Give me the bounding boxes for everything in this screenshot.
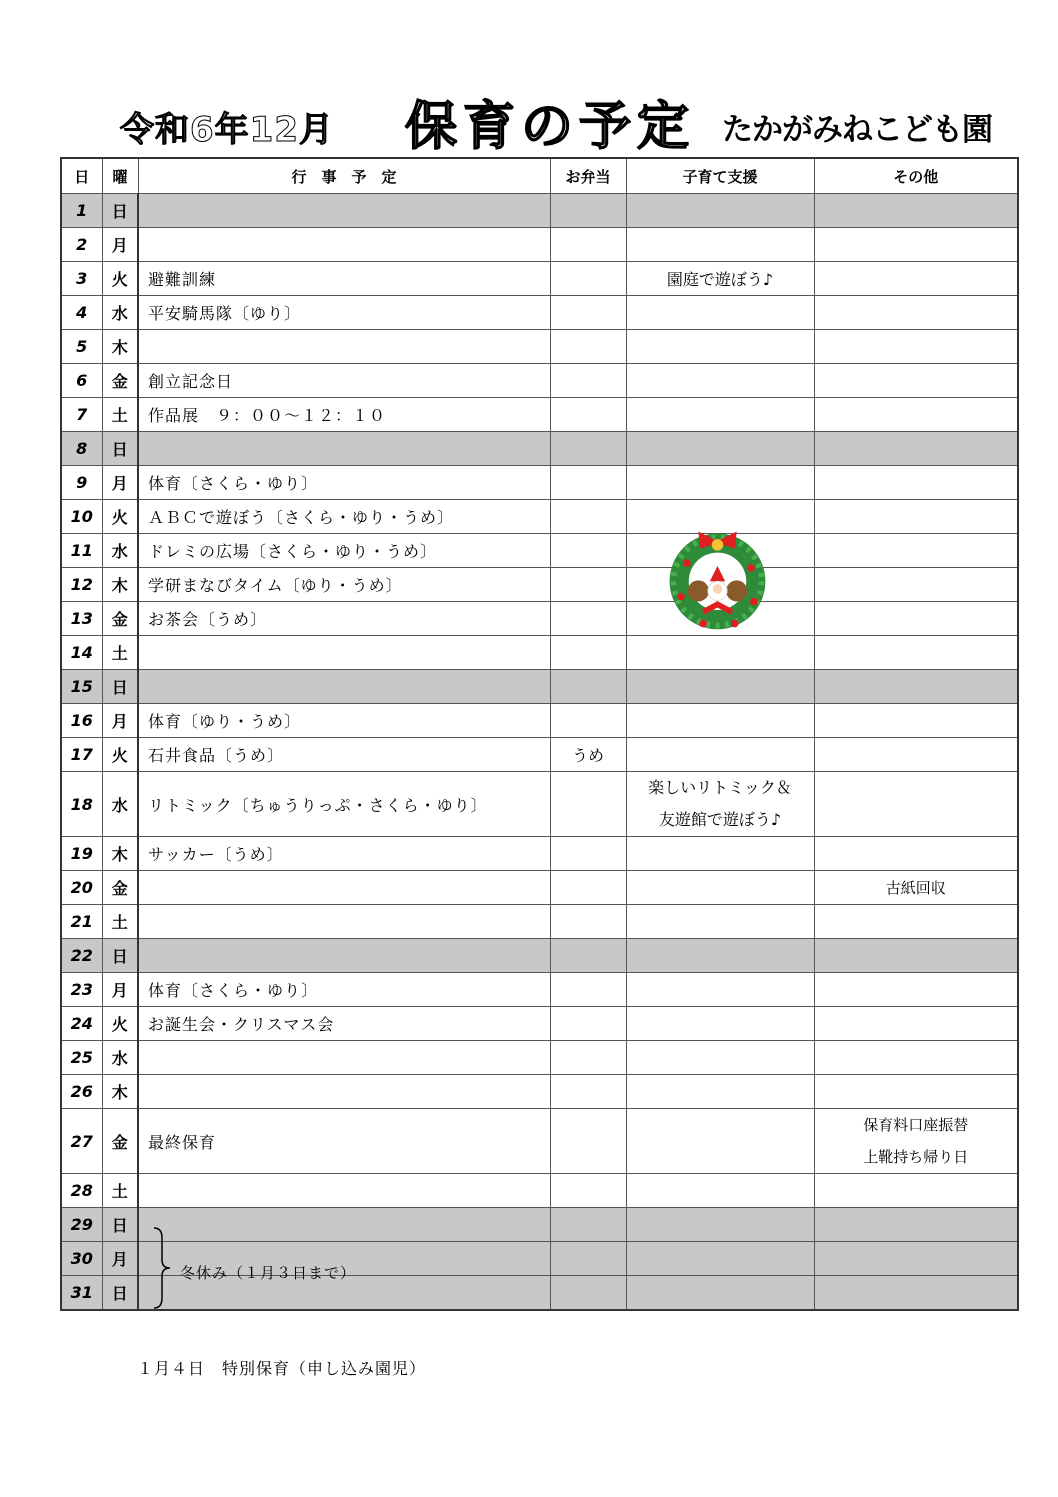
weekday-cell: 水 xyxy=(102,296,138,330)
table-row xyxy=(61,568,1018,602)
event-cell: 体育〔さくら・ゆり〕 xyxy=(138,466,550,500)
table-row xyxy=(61,228,1018,262)
weekday-cell: 月 xyxy=(102,704,138,738)
table-row xyxy=(61,704,1018,738)
weekday-cell: 木 xyxy=(102,837,138,871)
day-cell: 31 xyxy=(61,1276,102,1310)
other-cell xyxy=(814,432,1018,466)
weekday-cell: 木 xyxy=(102,330,138,364)
bento-cell xyxy=(550,194,626,228)
support-cell xyxy=(626,1007,814,1041)
day-cell: 17 xyxy=(61,738,102,772)
bento-cell xyxy=(550,905,626,939)
other-cell xyxy=(814,1075,1018,1109)
weekday-cell: 土 xyxy=(102,905,138,939)
weekday-cell: 日 xyxy=(102,939,138,973)
event-cell: 作品展 ９：００～１２：１０ xyxy=(138,398,550,432)
day-cell: 19 xyxy=(61,837,102,871)
event-cell xyxy=(138,939,550,973)
other-cell xyxy=(814,262,1018,296)
month-label: 令和6年12月 xyxy=(120,110,334,150)
other-cell: 古紙回収 xyxy=(814,871,1018,905)
weekday-cell: 火 xyxy=(102,738,138,772)
other-cell xyxy=(814,939,1018,973)
col-other: その他 xyxy=(814,158,1018,194)
event-cell xyxy=(138,636,550,670)
other-cell xyxy=(814,194,1018,228)
weekday-cell: 土 xyxy=(102,1174,138,1208)
event-cell: ＡＢＣで遊ぼう〔さくら・ゆり・うめ〕 xyxy=(138,500,550,534)
col-day: 日 xyxy=(61,158,102,194)
other-cell xyxy=(814,837,1018,871)
support-cell xyxy=(626,1109,814,1174)
support-cell xyxy=(626,939,814,973)
bento-cell xyxy=(550,1041,626,1075)
other-cell xyxy=(814,466,1018,500)
event-cell xyxy=(138,1208,550,1242)
day-cell: 28 xyxy=(61,1174,102,1208)
bento-cell xyxy=(550,534,626,568)
table-row xyxy=(61,364,1018,398)
event-cell xyxy=(138,1041,550,1075)
event-cell: 石井食品〔うめ〕 xyxy=(138,738,550,772)
support-cell xyxy=(626,905,814,939)
support-cell xyxy=(626,466,814,500)
event-cell xyxy=(138,871,550,905)
bento-cell xyxy=(550,1276,626,1310)
other-cell xyxy=(814,1041,1018,1075)
bento-cell xyxy=(550,837,626,871)
day-cell: 1 xyxy=(61,194,102,228)
bento-cell xyxy=(550,973,626,1007)
bento-cell xyxy=(550,939,626,973)
event-cell xyxy=(138,670,550,704)
other-cell xyxy=(814,1174,1018,1208)
table-row xyxy=(61,432,1018,466)
bento-cell xyxy=(550,228,626,262)
other-line-1: 保育料口座振替 xyxy=(863,1116,969,1134)
bento-cell xyxy=(550,772,626,837)
table-row xyxy=(61,837,1018,871)
other-cell xyxy=(814,228,1018,262)
support-cell: 園庭で遊ぼう♪ xyxy=(626,262,814,296)
bento-cell xyxy=(550,500,626,534)
support-cell xyxy=(626,973,814,1007)
support-cell xyxy=(626,772,814,837)
weekday-cell: 火 xyxy=(102,262,138,296)
other-cell xyxy=(814,704,1018,738)
weekday-cell: 日 xyxy=(102,1276,138,1310)
bento-cell xyxy=(550,1109,626,1174)
other-cell xyxy=(814,973,1018,1007)
support-cell xyxy=(626,704,814,738)
support-cell xyxy=(626,194,814,228)
day-cell: 15 xyxy=(61,670,102,704)
page-header xyxy=(0,90,1058,157)
table-row xyxy=(61,602,1018,636)
other-line-2: 上靴持ち帰り日 xyxy=(863,1148,969,1166)
weekday-cell: 日 xyxy=(102,1208,138,1242)
col-events: 行 事 予 定 xyxy=(138,158,550,194)
bento-cell xyxy=(550,398,626,432)
day-cell: 30 xyxy=(61,1242,102,1276)
event-cell xyxy=(138,432,550,466)
support-cell xyxy=(626,398,814,432)
other-cell xyxy=(814,1276,1018,1310)
weekday-cell: 木 xyxy=(102,1075,138,1109)
table-row xyxy=(61,1075,1018,1109)
weekday-cell: 金 xyxy=(102,871,138,905)
col-weekday: 曜 xyxy=(102,158,138,194)
day-cell: 4 xyxy=(61,296,102,330)
day-cell: 9 xyxy=(61,466,102,500)
col-bento: お弁当 xyxy=(550,158,626,194)
school-name: たかがみねこども園 xyxy=(722,112,992,148)
weekday-cell: 水 xyxy=(102,772,138,837)
support-line-1: 楽しいリトミック＆ xyxy=(648,778,792,797)
winter-break-note: 冬休み（１月３日まで） xyxy=(180,1264,357,1282)
day-cell: 29 xyxy=(61,1208,102,1242)
table-row xyxy=(61,466,1018,500)
event-cell: 体育〔ゆり・うめ〕 xyxy=(138,704,550,738)
bento-cell xyxy=(550,262,626,296)
bento-cell xyxy=(550,1007,626,1041)
page-title: 保育の予定 xyxy=(405,97,696,157)
other-cell xyxy=(814,398,1018,432)
support-cell xyxy=(626,670,814,704)
other-cell xyxy=(814,1007,1018,1041)
weekday-cell: 月 xyxy=(102,466,138,500)
bento-cell xyxy=(550,871,626,905)
bento-cell xyxy=(550,432,626,466)
bento-cell xyxy=(550,602,626,636)
weekday-cell: 日 xyxy=(102,194,138,228)
support-cell xyxy=(626,1242,814,1276)
event-cell: ドレミの広場〔さくら・ゆり・うめ〕 xyxy=(138,534,550,568)
support-cell xyxy=(626,636,814,670)
bento-cell xyxy=(550,636,626,670)
other-cell xyxy=(814,772,1018,837)
weekday-cell: 金 xyxy=(102,364,138,398)
table-row xyxy=(61,973,1018,1007)
support-cell xyxy=(626,296,814,330)
support-line-2: 友遊館で遊ぼう♪ xyxy=(658,810,782,829)
weekday-cell: 木 xyxy=(102,568,138,602)
bento-cell xyxy=(550,1075,626,1109)
schedule-table xyxy=(60,157,1019,1311)
other-cell xyxy=(814,534,1018,568)
header-row xyxy=(61,158,1018,194)
bento-cell xyxy=(550,296,626,330)
weekday-cell: 火 xyxy=(102,500,138,534)
support-cell xyxy=(626,837,814,871)
weekday-cell: 月 xyxy=(102,228,138,262)
bento-cell: うめ xyxy=(550,738,626,772)
bento-cell xyxy=(550,704,626,738)
weekday-cell: 水 xyxy=(102,1041,138,1075)
support-cell xyxy=(626,1174,814,1208)
weekday-cell: 火 xyxy=(102,1007,138,1041)
christmas-wreath-icon xyxy=(660,520,775,635)
other-cell xyxy=(814,1208,1018,1242)
event-cell: お茶会〔うめ〕 xyxy=(138,602,550,636)
support-cell xyxy=(626,330,814,364)
support-cell xyxy=(626,871,814,905)
day-cell: 18 xyxy=(61,772,102,837)
bento-cell xyxy=(550,568,626,602)
table-row xyxy=(61,398,1018,432)
event-cell: お誕生会・クリスマス会 xyxy=(138,1007,550,1041)
event-cell xyxy=(138,905,550,939)
other-cell xyxy=(814,602,1018,636)
table-row xyxy=(61,1041,1018,1075)
day-cell: 26 xyxy=(61,1075,102,1109)
table-row xyxy=(61,194,1018,228)
event-cell: サッカー〔うめ〕 xyxy=(138,837,550,871)
day-cell: 11 xyxy=(61,534,102,568)
other-cell xyxy=(814,738,1018,772)
day-cell: 13 xyxy=(61,602,102,636)
day-cell: 5 xyxy=(61,330,102,364)
support-cell xyxy=(626,1208,814,1242)
table-row xyxy=(61,1109,1018,1174)
footer-note: １月４日 特別保育（申し込み園児） xyxy=(137,1359,427,1378)
table-row xyxy=(61,330,1018,364)
weekday-cell: 月 xyxy=(102,973,138,1007)
bento-cell xyxy=(550,330,626,364)
table-row xyxy=(61,871,1018,905)
table-row xyxy=(61,1007,1018,1041)
bento-cell xyxy=(550,1208,626,1242)
table-row xyxy=(61,1208,1018,1242)
other-cell xyxy=(814,1242,1018,1276)
day-cell: 27 xyxy=(61,1109,102,1174)
other-cell xyxy=(814,670,1018,704)
table-row xyxy=(61,1174,1018,1208)
col-support: 子育て支援 xyxy=(626,158,814,194)
table-row xyxy=(61,905,1018,939)
event-cell: 避難訓練 xyxy=(138,262,550,296)
other-cell xyxy=(814,500,1018,534)
table-row xyxy=(61,738,1018,772)
day-cell: 20 xyxy=(61,871,102,905)
day-cell: 3 xyxy=(61,262,102,296)
other-cell xyxy=(814,296,1018,330)
day-cell: 10 xyxy=(61,500,102,534)
weekday-cell: 日 xyxy=(102,670,138,704)
day-cell: 22 xyxy=(61,939,102,973)
bento-cell xyxy=(550,670,626,704)
table-row xyxy=(61,296,1018,330)
other-cell xyxy=(814,636,1018,670)
weekday-cell: 水 xyxy=(102,534,138,568)
day-cell: 2 xyxy=(61,228,102,262)
table-row xyxy=(61,262,1018,296)
day-cell: 16 xyxy=(61,704,102,738)
day-cell: 8 xyxy=(61,432,102,466)
weekday-cell: 金 xyxy=(102,1109,138,1174)
table-row xyxy=(61,636,1018,670)
day-cell: 7 xyxy=(61,398,102,432)
event-cell: リトミック〔ちゅうりっぷ・さくら・ゆり〕 xyxy=(138,772,550,837)
table-row xyxy=(61,670,1018,704)
weekday-cell: 金 xyxy=(102,602,138,636)
other-cell xyxy=(814,568,1018,602)
support-cell xyxy=(626,1041,814,1075)
bento-cell xyxy=(550,466,626,500)
support-cell xyxy=(626,364,814,398)
event-cell xyxy=(138,330,550,364)
day-cell: 23 xyxy=(61,973,102,1007)
weekday-cell: 月 xyxy=(102,1242,138,1276)
bento-cell xyxy=(550,1174,626,1208)
table-row xyxy=(61,500,1018,534)
support-cell xyxy=(626,1276,814,1310)
other-cell xyxy=(814,330,1018,364)
table-row xyxy=(61,772,1018,837)
support-cell xyxy=(626,1075,814,1109)
day-cell: 21 xyxy=(61,905,102,939)
table-row xyxy=(61,534,1018,568)
other-cell xyxy=(814,905,1018,939)
event-cell: 創立記念日 xyxy=(138,364,550,398)
day-cell: 12 xyxy=(61,568,102,602)
brace-icon xyxy=(150,1226,174,1310)
event-cell xyxy=(138,228,550,262)
event-cell xyxy=(138,194,550,228)
weekday-cell: 土 xyxy=(102,636,138,670)
day-cell: 24 xyxy=(61,1007,102,1041)
day-cell: 6 xyxy=(61,364,102,398)
event-cell xyxy=(138,1075,550,1109)
bento-cell xyxy=(550,1242,626,1276)
event-cell: 平安騎馬隊〔ゆり〕 xyxy=(138,296,550,330)
other-cell xyxy=(814,1109,1018,1174)
weekday-cell: 土 xyxy=(102,398,138,432)
support-cell xyxy=(626,432,814,466)
day-cell: 25 xyxy=(61,1041,102,1075)
support-cell xyxy=(626,228,814,262)
table-row xyxy=(61,939,1018,973)
bento-cell xyxy=(550,364,626,398)
weekday-cell: 日 xyxy=(102,432,138,466)
day-cell: 14 xyxy=(61,636,102,670)
support-cell xyxy=(626,738,814,772)
event-cell: 学研まなびタイム〔ゆり・うめ〕 xyxy=(138,568,550,602)
other-cell xyxy=(814,364,1018,398)
event-cell: 体育〔さくら・ゆり〕 xyxy=(138,973,550,1007)
event-cell: 最終保育 xyxy=(138,1109,550,1174)
event-cell xyxy=(138,1174,550,1208)
